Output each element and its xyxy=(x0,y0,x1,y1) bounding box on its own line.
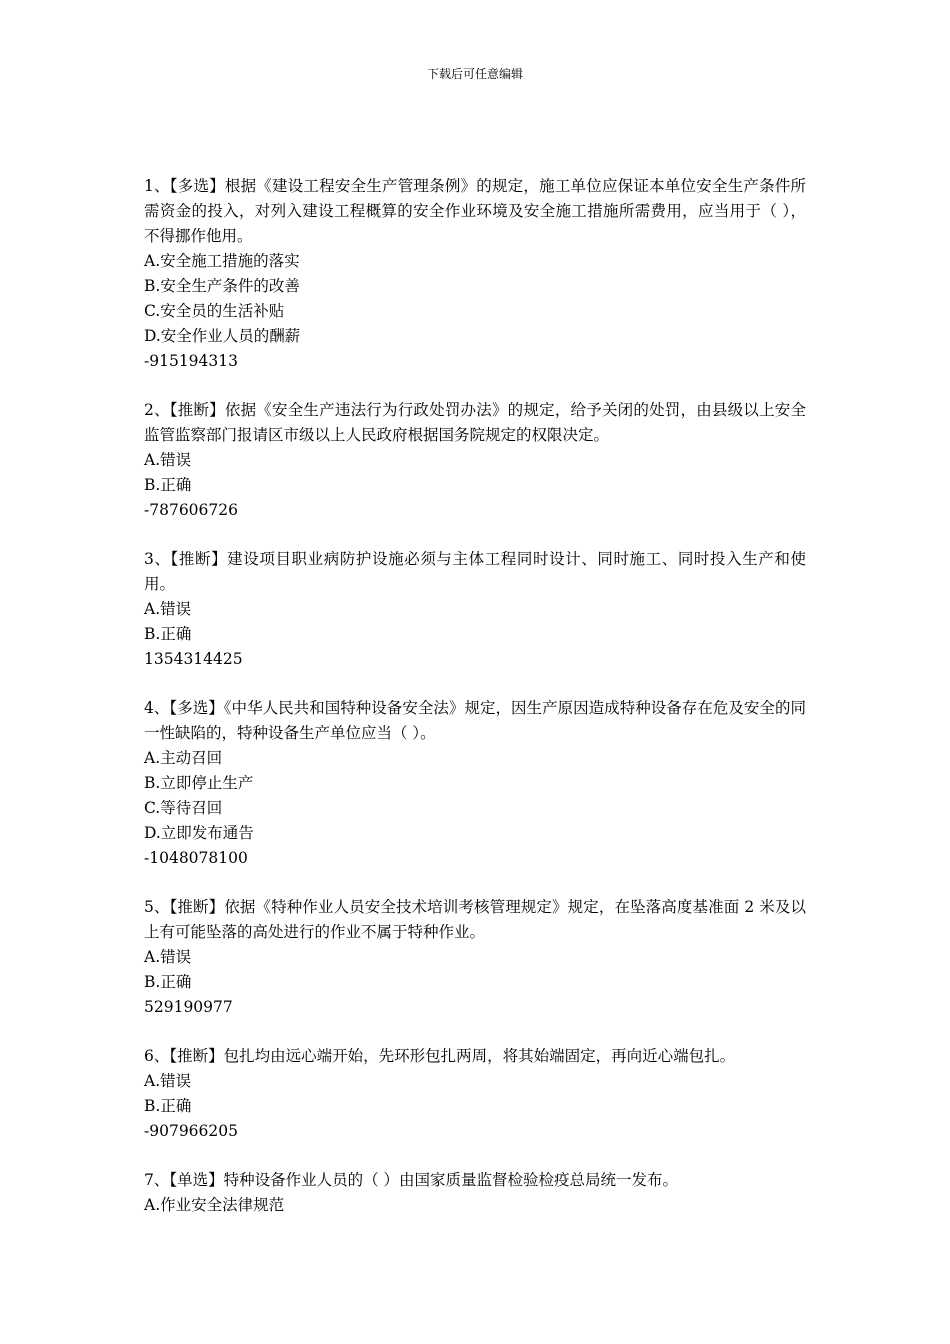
question-7 xyxy=(144,1168,806,1218)
option-a: A.错误 xyxy=(144,948,192,966)
question-code: -787606726 xyxy=(144,501,238,519)
question-code: -1048078100 xyxy=(144,849,248,867)
question-3 xyxy=(144,547,806,672)
question-code: -907966205 xyxy=(144,1122,238,1140)
option-a: A.错误 xyxy=(144,600,192,618)
question-code: 1354314425 xyxy=(144,650,243,668)
option-c: C.等待召回 xyxy=(144,799,223,817)
question-2 xyxy=(144,398,806,523)
question-5 xyxy=(144,895,806,1020)
question-code: -915194313 xyxy=(144,352,238,370)
option-a: A.主动召回 xyxy=(144,749,223,767)
option-a: A.安全施工措施的落实 xyxy=(144,252,300,270)
option-b: B.正确 xyxy=(144,476,192,494)
question-stem: 4、【多选】《中华人民共和国特种设备安全法》规定，因生产原因造成特种设备存在危及安全的同一性缺陷的，特种设备生产单位应当（ ）。 xyxy=(144,699,806,742)
page-header: 下载后可任意编辑 xyxy=(426,67,523,81)
option-b: B.安全生产条件的改善 xyxy=(144,277,300,295)
question-stem: 6、【推断】包扎均由远心端开始，先环形包扎两周，将其始端固定，再向近心端包扎。 xyxy=(144,1047,736,1065)
option-c: C.安全员的生活补贴 xyxy=(144,302,285,320)
option-a: A.错误 xyxy=(144,451,192,469)
question-code: 529190977 xyxy=(144,998,233,1016)
option-a: A.作业安全法律规范 xyxy=(144,1196,285,1214)
option-b: B.正确 xyxy=(144,973,192,991)
question-stem: 7、【单选】特种设备作业人员的（ ）由国家质量监督检验检疫总局统一发布。 xyxy=(144,1171,679,1189)
question-stem: 5、【推断】依据《特种作业人员安全技术培训考核管理规定》规定，在坠落高度基准面 2 米及以上有可能坠落的高处进行的作业不属于特种作业。 xyxy=(144,898,806,941)
question-4 xyxy=(144,696,806,871)
option-b: B.正确 xyxy=(144,1097,192,1115)
option-d: D.安全作业人员的酬薪 xyxy=(144,327,301,345)
option-b: B.正确 xyxy=(144,625,192,643)
question-list xyxy=(144,174,806,1242)
option-a: A.错误 xyxy=(144,1072,192,1090)
question-stem: 3、【推断】建设项目职业病防护设施必须与主体工程同时设计、同时施工、同时投入生产和使用。 xyxy=(144,550,806,593)
question-1 xyxy=(144,174,806,374)
question-stem: 1、【多选】根据《建设工程安全生产管理条例》的规定，施工单位应保证本单位安全生产条件所需资金的投入，对列入建设工程概算的安全作业环境及安全施工措施所需费用，应当用于（ ），不得挪作他用。 xyxy=(144,177,806,245)
question-stem: 2、【推断】依据《安全生产违法行为行政处罚办法》的规定，给予关闭的处罚，由县级以上安全监管监察部门报请区市级以上人民政府根据国务院规定的权限决定。 xyxy=(144,401,806,444)
option-b: B.立即停止生产 xyxy=(144,774,254,792)
question-6 xyxy=(144,1044,806,1144)
option-d: D.立即发布通告 xyxy=(144,824,254,842)
